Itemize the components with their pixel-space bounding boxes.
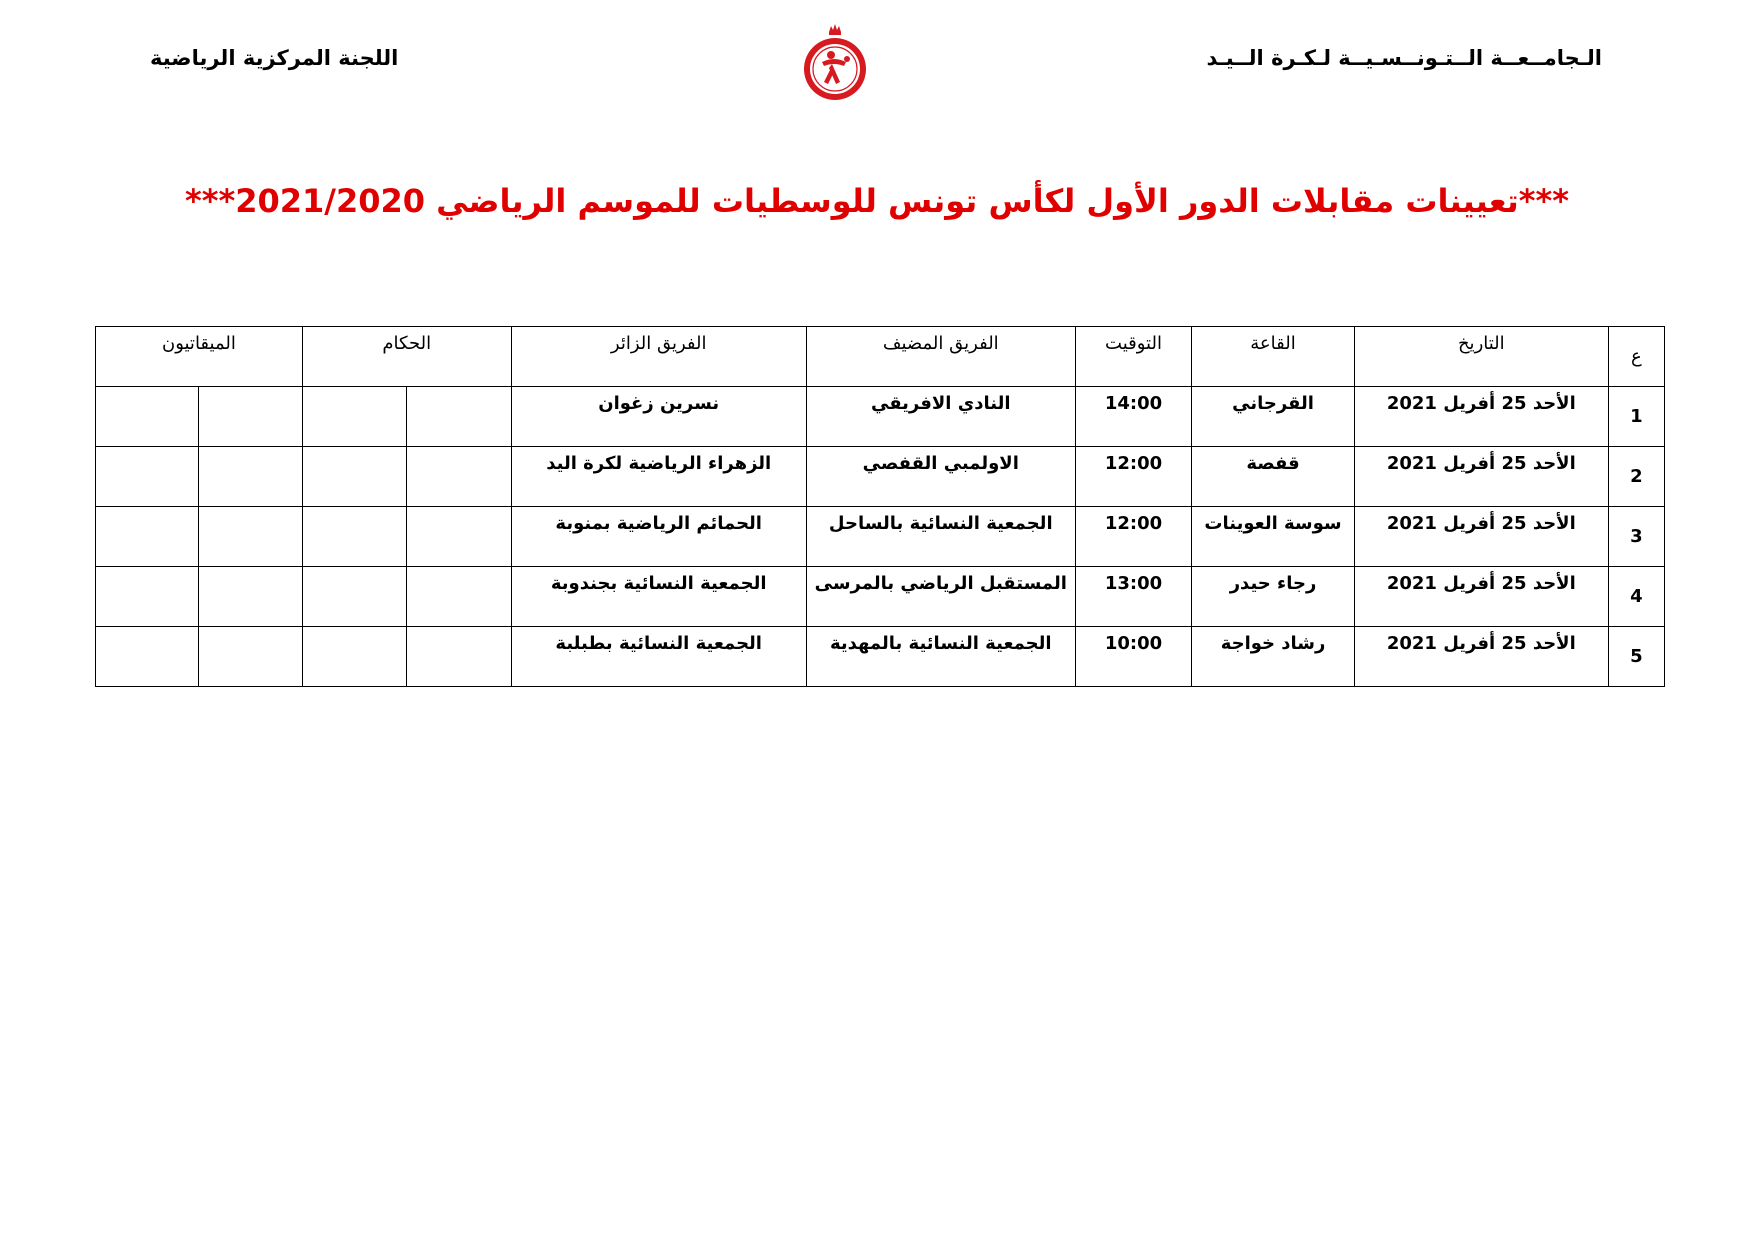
row-visitor: الجمعية النسائية بطبلبة xyxy=(511,627,806,687)
row-venue: قفصة xyxy=(1192,447,1355,507)
row-venue: رجاء حيدر xyxy=(1192,567,1355,627)
row-host: النادي الافريقي xyxy=(806,387,1075,447)
header-time: التوقيت xyxy=(1075,327,1191,387)
row-visitor: الحمائم الرياضية بمنوبة xyxy=(511,507,806,567)
row-host: المستقبل الرياضي بالمرسى xyxy=(806,567,1075,627)
page-title: ***تعيينات مقابلات الدور الأول لكأس تونس للوسطيات للموسم الرياضي 2021/2020*** xyxy=(185,182,1569,220)
header-referees: الحكام xyxy=(302,327,511,387)
federation-logo xyxy=(798,22,872,102)
header-venue: القاعة xyxy=(1192,327,1355,387)
row-visitor: الزهراء الرياضية لكرة اليد xyxy=(511,447,806,507)
row-num: 4 xyxy=(1608,567,1664,627)
row-num: 2 xyxy=(1608,447,1664,507)
row-time: 14:00 xyxy=(1075,387,1191,447)
row-host: الاولمبي القفصي xyxy=(806,447,1075,507)
committee-name: اللجنة المركزية الرياضية xyxy=(150,46,399,70)
row-timekeeper-1 xyxy=(199,567,302,627)
federation-name: الـجامــعــة الــتـونــسـيــة لـكـرة الــيـد xyxy=(1206,46,1602,70)
header-date: التاريخ xyxy=(1354,327,1608,387)
table-row xyxy=(96,627,1665,687)
header-host: الفريق المضيف xyxy=(806,327,1075,387)
row-referee-1 xyxy=(407,507,511,567)
row-timekeeper-2 xyxy=(96,627,199,687)
table-row xyxy=(96,387,1665,447)
row-timekeeper-2 xyxy=(96,387,199,447)
row-visitor: الجمعية النسائية بجندوبة xyxy=(511,567,806,627)
row-date: الأحد 25 أفريل 2021 xyxy=(1354,507,1608,567)
table-header-row xyxy=(96,327,1665,387)
row-date: الأحد 25 أفريل 2021 xyxy=(1354,567,1608,627)
row-timekeeper-1 xyxy=(199,387,302,447)
row-visitor: نسرين زغوان xyxy=(511,387,806,447)
row-date: الأحد 25 أفريل 2021 xyxy=(1354,387,1608,447)
row-venue: القرجاني xyxy=(1192,387,1355,447)
row-referee-1 xyxy=(407,447,511,507)
row-time: 12:00 xyxy=(1075,507,1191,567)
row-time: 12:00 xyxy=(1075,447,1191,507)
row-num: 1 xyxy=(1608,387,1664,447)
row-host: الجمعية النسائية بالمهدية xyxy=(806,627,1075,687)
row-timekeeper-2 xyxy=(96,567,199,627)
row-referee-1 xyxy=(407,567,511,627)
row-timekeeper-1 xyxy=(199,627,302,687)
row-host: الجمعية النسائية بالساحل xyxy=(806,507,1075,567)
row-timekeeper-1 xyxy=(199,507,302,567)
row-venue: رشاد خواجة xyxy=(1192,627,1355,687)
row-date: الأحد 25 أفريل 2021 xyxy=(1354,627,1608,687)
row-timekeeper-2 xyxy=(96,507,199,567)
row-referee-1 xyxy=(407,627,511,687)
row-referee-2 xyxy=(302,627,406,687)
row-time: 13:00 xyxy=(1075,567,1191,627)
table-row xyxy=(96,567,1665,627)
header-num: ع xyxy=(1608,327,1664,387)
row-venue: سوسة العوينات xyxy=(1192,507,1355,567)
row-time: 10:00 xyxy=(1075,627,1191,687)
row-date: الأحد 25 أفريل 2021 xyxy=(1354,447,1608,507)
row-referee-2 xyxy=(302,507,406,567)
row-referee-2 xyxy=(302,567,406,627)
row-timekeeper-2 xyxy=(96,447,199,507)
row-referee-2 xyxy=(302,387,406,447)
table-row xyxy=(96,507,1665,567)
row-num: 3 xyxy=(1608,507,1664,567)
row-timekeeper-1 xyxy=(199,447,302,507)
row-referee-2 xyxy=(302,447,406,507)
header-timekeepers: الميقاتيون xyxy=(96,327,303,387)
row-num: 5 xyxy=(1608,627,1664,687)
row-referee-1 xyxy=(407,387,511,447)
table-row xyxy=(96,447,1665,507)
schedule-table xyxy=(95,326,1665,687)
header-visitor: الفريق الزائر xyxy=(511,327,806,387)
